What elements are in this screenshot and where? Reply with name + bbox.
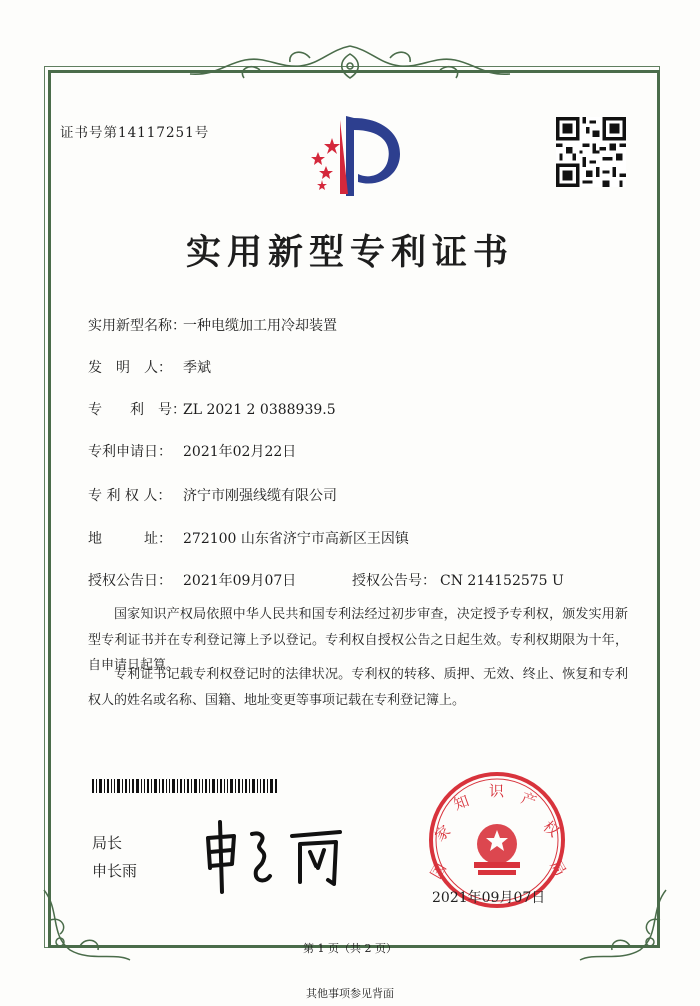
barcode [92, 779, 278, 793]
body-paragraph: 国家知识产权局依照中华人民共和国专利法经过初步审查，决定授予专利权，颁发实用新型专利证书并在专利登记簿上予以登记。专利权自授权公告之日起生效。专利权期限为十年，自申请日起算。 [88, 607, 628, 673]
svg-text:知: 知 [451, 791, 472, 814]
top-ornament [150, 40, 550, 86]
field-value: 季斌 [183, 360, 211, 376]
bottom-right-ornament [570, 880, 680, 970]
handwritten-signature [200, 816, 360, 896]
certificate-title: 实用新型专利证书 [185, 232, 514, 273]
field-label: 授权公告号： [352, 573, 436, 589]
svg-text:权: 权 [539, 817, 563, 841]
svg-text:局: 局 [546, 857, 570, 880]
director-title: 局长 [92, 834, 123, 852]
field-value: 2021年02月22日 [183, 444, 297, 460]
svg-text:家: 家 [431, 821, 455, 846]
utility-model-name-row [88, 315, 337, 335]
field-label: 发 明 人： [88, 360, 172, 376]
application-date-row [88, 441, 296, 461]
inventor-row [88, 357, 211, 377]
bottom-left-ornament [30, 880, 140, 970]
field-value: 2021年09月07日 [183, 573, 297, 589]
field-value: 一种电缆加工用冷却装置 [183, 318, 337, 334]
field-value: ZL 2021 2 0388939.5 [183, 402, 336, 418]
field-label: 实用新型名称： [88, 318, 186, 334]
certificate-number: 证书号第14117251号 [60, 125, 210, 141]
body-paragraph: 专利证书记载专利权登记时的法律状况。专利权的转移、质押、无效、终止、恢复和专利权人的姓名或名称、国籍、地址变更等事项记载在专利登记簿上。 [88, 667, 628, 708]
footer-note: 其他事项参见背面 [306, 987, 394, 1000]
field-label: 地 址： [88, 531, 172, 547]
field-value: 济宁市刚强线缆有限公司 [183, 488, 337, 504]
svg-text:识: 识 [489, 782, 505, 800]
field-value: 272100 山东省济宁市高新区王因镇 [183, 531, 409, 547]
patent-number-row [88, 399, 336, 419]
patentee-row [88, 485, 337, 505]
field-label: 专 利 号： [88, 402, 186, 418]
field-label: 专 利 权 人： [88, 488, 172, 504]
field-label: 专利申请日： [88, 444, 172, 460]
qr-code [556, 117, 626, 187]
seal-date: 2021年09月07日 [432, 890, 546, 906]
svg-text:国: 国 [426, 859, 450, 882]
field-label: 授权公告日： [88, 573, 172, 589]
director-name: 申长雨 [92, 862, 138, 880]
grant-date-row [88, 570, 296, 590]
svg-text:产: 产 [518, 788, 539, 811]
announcement-number-row [352, 570, 564, 590]
field-value: CN 214152575 U [440, 573, 564, 589]
address-row [88, 528, 409, 548]
cnipa-logo [300, 108, 410, 200]
page-number: 第 1 页（共 2 页） [303, 942, 397, 955]
